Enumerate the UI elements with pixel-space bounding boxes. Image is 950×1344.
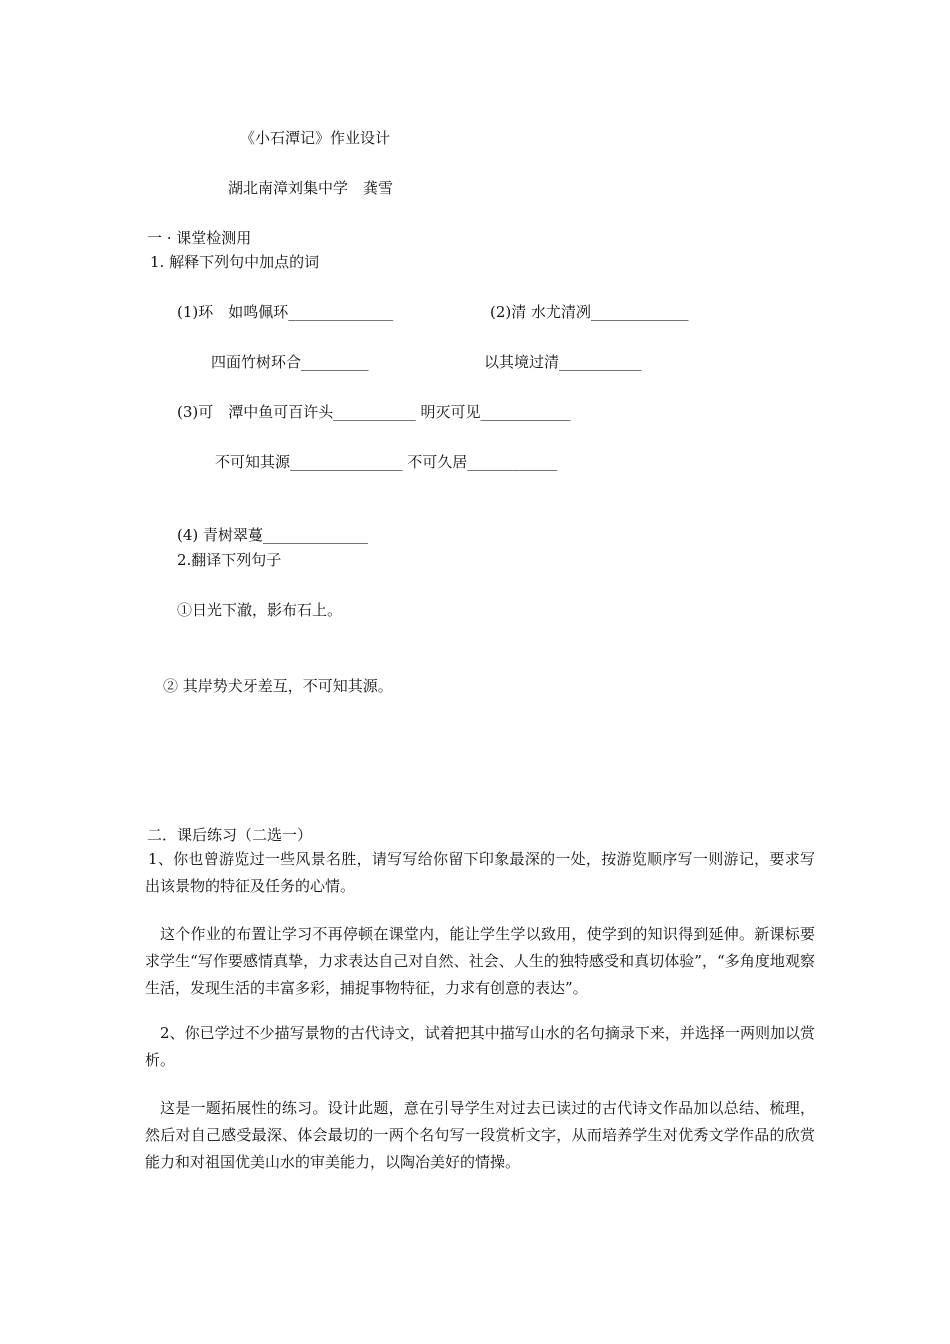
q1-line1-right: (2)清 水尤清冽_____________ — [490, 303, 689, 321]
q1-line3: (3)可 潭中鱼可百许头___________ 明灭可见____________ — [177, 403, 571, 421]
exercise-2-note: 这是一题拓展性的练习。设计此题，意在引导学生对过去已读过的古代诗文作品加以总结、梳理，然后对自己感受最深、体会最切的一两个名句写一段赏析文字，从而培养学生对优秀文学作品的欣赏能力和对祖国优美山水的审美能力，以陶冶美好的情操。 — [145, 1099, 815, 1171]
q1-line1-left: (1)环 如鸣佩环______________ — [177, 303, 394, 321]
doc-title: 《小石潭记》作业设计 — [240, 129, 391, 147]
q1-line2-right: 以其境过清___________ — [484, 353, 642, 371]
q1-line5: (4) 青树翠蔓______________ — [177, 526, 369, 544]
section2-heading: 二．课后练习（二选一） — [147, 826, 313, 844]
doc-author: 湖北南漳刘集中学 龚雪 — [228, 179, 394, 197]
section1-heading: 一 · 课堂检测用 — [147, 229, 252, 247]
q1-line2-left: 四面竹树环合_________ — [211, 353, 369, 371]
exercise-1-note: 这个作业的布置让学习不再停顿在课堂内，能让学生学以致用，使学到的知识得到延伸。新课标要求学生“写作要感情真挚，力求表达自己对自然、社会、人生的独特感受和真切体验”，“多角度地观察生活，发现生活的丰富多彩，捕捉事物特征，力求有创意的表达”。 — [145, 925, 815, 997]
exercise-2: 2、你已学过不少描写景物的古代诗文，试着把其中描写山水的名句摘录下来，并选择一两则加以赏析。 — [145, 1024, 815, 1069]
q2-sentence-1: ①日光下澈，影布石上。 — [177, 601, 343, 619]
q2-label: 2.翻译下列句子 — [177, 551, 282, 569]
q2-sentence-2: ② 其岸势犬牙差互，不可知其源。 — [163, 677, 393, 695]
q1-label: 1. 解释下列句中加点的词 — [150, 253, 320, 271]
q1-line4: 不可知其源_______________ 不可久居____________ — [215, 453, 558, 471]
exercise-1: 1、你也曾游览过一些风景名胜，请写写给你留下印象最深的一处，按游览顺序写一则游记，要求写出该景物的特征及任务的心情。 — [145, 850, 815, 895]
